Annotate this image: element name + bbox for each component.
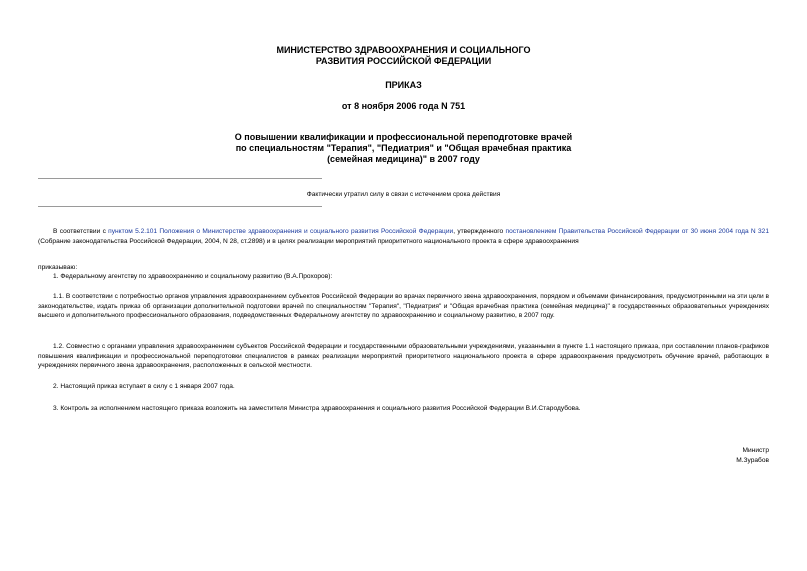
preamble-text-start: В соответствии с: [53, 228, 109, 235]
document-page: [38, 0, 769, 571]
document-type: ПРИКАЗ: [385, 80, 422, 90]
item-3: 3. Контроль за исполнением настоящего приказа возложить на заместителя Министра здравоохранения и социального развития Российской Федерации В.И.Стародубова.: [53, 405, 581, 412]
document-title-line2: по специальностям "Терапия", "Педиатрия" и "Общая врачебная практика: [235, 143, 572, 153]
signature-position: Министр: [742, 447, 769, 454]
item-1-2: 1.2. Совместно с органами управления здравоохранением субъектов Российской Федерации и государственными образовательными учреждениями, указанными в пункте 1.1 настоящего приказа, при составлении планов-графиков повышения квалификации и профессиональной переподготовки специалистов в рамках реализации мероприятий приоритетного национального проекта в сфере здравоохранения предусмотреть обучение врачей, работающих в учреждениях первичного звена здравоохранения, расположенных в сельской местности.: [38, 343, 769, 369]
document-title-line1: О повышении квалификации и профессиональной переподготовке врачей: [234, 132, 573, 142]
preamble-paragraph: [38, 227, 769, 246]
divider-bottom: [38, 206, 322, 207]
ministry-heading-line2: РАЗВИТИЯ РОССИЙСКОЙ ФЕДЕРАЦИИ: [315, 56, 492, 66]
divider-top: [38, 178, 322, 179]
link-regulation[interactable]: пунктом 5.2.101 Положения о Министерстве здравоохранения и социального развития Российской Федерации: [108, 228, 454, 235]
item-1-1: 1.1. В соответствии с потребностью органов управления здравоохранением субъектов Российской Федерации во врачах первичного звена здравоохранения, порядком и объемами финансирования, предусмотренными на эти цели в законодательстве, издать приказ об организации дополнительной подготовки врачей по специальностям "Терапия", "Педиатрия" и "Общая врачебная практика (семейная медицина)" в государственных образовательных учреждениях высшего и дополнительного профессионального образования, подведомственных Федеральному агентству по здравоохранению и социальному развитию, в 2007 году.: [38, 293, 769, 319]
document-date: от 8 ноября 2006 года N 751: [341, 101, 466, 111]
status-notice: Фактически утратил силу в связи с истечением срока действия: [306, 191, 501, 198]
link-government-decree[interactable]: постановлением Правительства Российской Федерации от 30 июня 2004 года N 321: [505, 228, 769, 235]
order-word: приказываю:: [38, 264, 78, 271]
item-1: 1. Федеральному агентству по здравоохранению и социальному развитию (В.А.Прохоров):: [53, 273, 333, 280]
ministry-heading-line1: МИНИСТЕРСТВО ЗДРАВООХРАНЕНИЯ И СОЦИАЛЬНОГО: [276, 45, 531, 55]
signature-name: М.Зурабов: [736, 457, 769, 464]
item-2: 2. Настоящий приказ вступает в силу с 1 января 2007 года.: [53, 383, 235, 390]
preamble-text-end: (Собрание законодательства Российской Федерации, 2004, N 28, ст.2898) и в целях реализации мероприятий приоритетного национального проекта в сфере здравоохранения: [38, 237, 579, 245]
document-title-line3: (семейная медицина)" в 2007 году: [327, 154, 480, 164]
preamble-text-mid: , утвержденного: [453, 228, 506, 235]
